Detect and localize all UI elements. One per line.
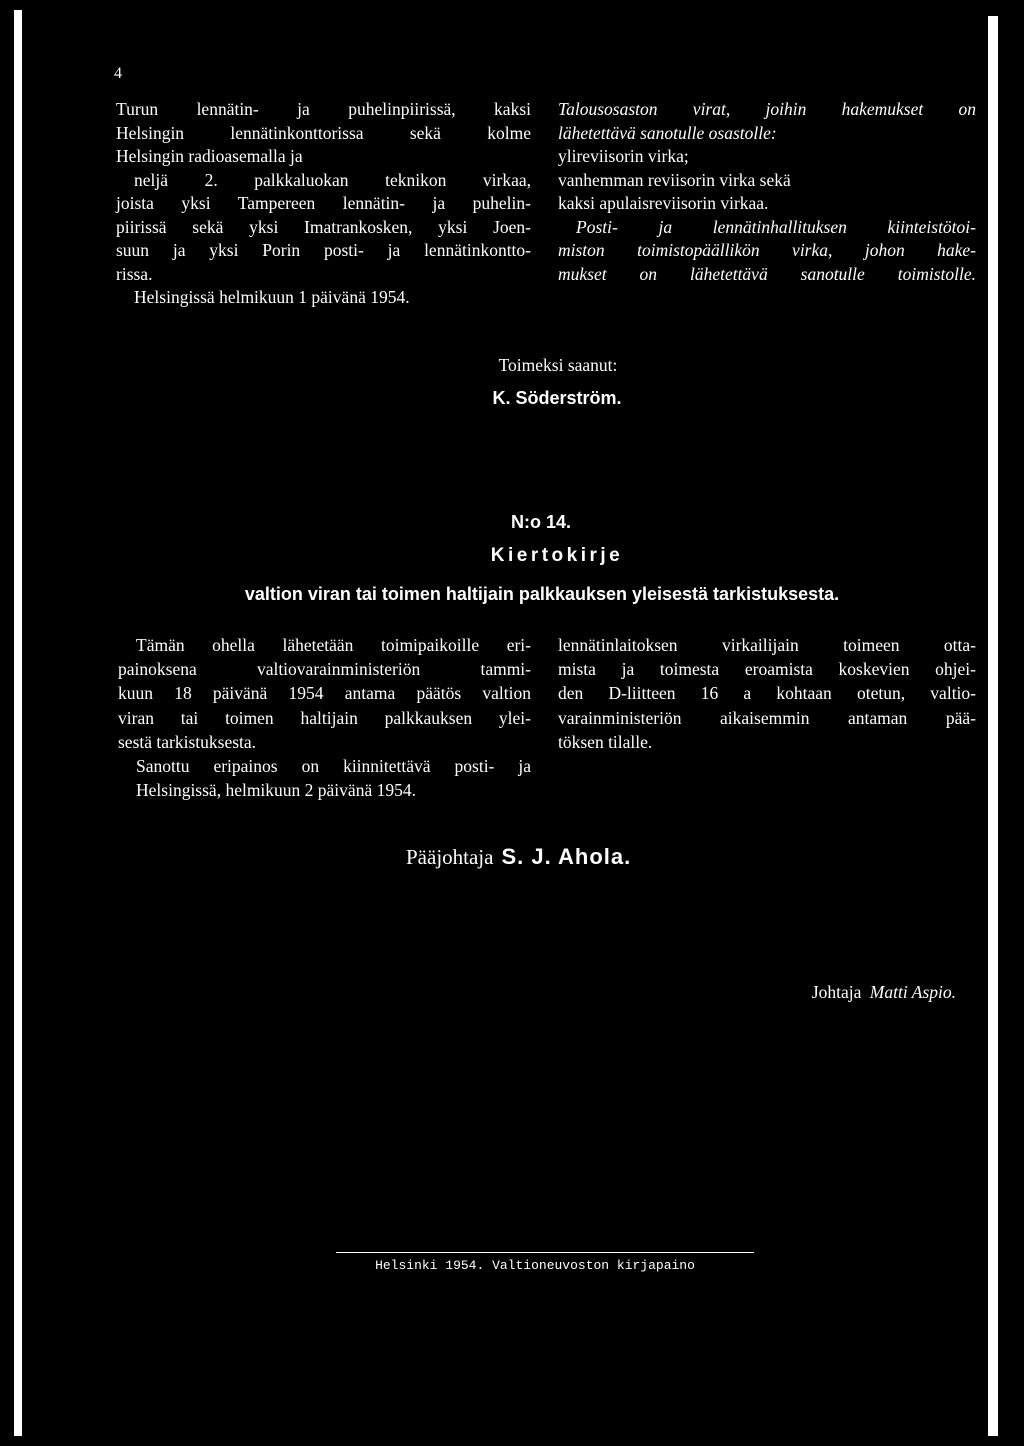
text-line: Tämän ohella lähetetään toimipaikoille eri-: [136, 635, 531, 655]
section-intro-line: Talousosaston virat, joihin hakemukset on: [558, 99, 976, 119]
text-line: piirissä sekä yksi Imatrankosken, yksi Joen-: [116, 216, 531, 237]
circular-title: Kiertokirje: [490, 545, 624, 566]
second-signature: [812, 980, 956, 1004]
text-line: joista yksi Tampereen lennätin- ja puhelin-: [116, 193, 531, 213]
text-line: mista ja toimesta eroamista koskevien ohjei-: [558, 659, 976, 680]
imprint-rule: [336, 1252, 754, 1253]
text-line: kuun 18 päivänä 1954 antama päätös valtion: [118, 683, 531, 704]
bottom-left-column: [118, 633, 531, 802]
date-line: Helsingissä helmikuun 1 päivänä 1954.: [134, 287, 410, 307]
bottom-right-column: [558, 633, 976, 754]
section-intro-line: lähetettävä sanotulle osastolle:: [558, 122, 777, 143]
signature-title: Pääjohtaja: [406, 845, 494, 869]
top-left-column: [116, 98, 531, 310]
text-line: suun ja yksi Porin posti- ja lennätinkontto-: [116, 240, 531, 260]
circular-number: N:o 14.: [510, 512, 571, 532]
position-item: vanhemman reviisorin virka sekä: [558, 169, 791, 190]
text-line: Helsingin lennätinkonttorissa sekä kolme: [116, 122, 531, 143]
text-line: Helsingin radioasemalla ja: [116, 146, 303, 166]
position-item: ylireviisorin virka;: [558, 146, 689, 166]
section-intro-line: Posti- ja lennätinhallituksen kiinteistötoi-: [576, 216, 976, 237]
issued-by-label: Toimeksi saanut:: [498, 355, 618, 375]
page-number: 4: [114, 65, 122, 82]
section-intro-line: mukset on lähetettävä sanotulle toimistolle.: [558, 263, 976, 284]
text-line: sestä tarkistuksesta.: [118, 731, 257, 752]
text-line: den D-liitteen 16 a kohtaan otetun, valtio-: [558, 683, 976, 704]
text-line: Sanottu eripainos on kiinnitettävä posti- ja: [136, 756, 531, 777]
main-signature: [406, 842, 631, 872]
section-intro-line: miston toimistopäällikön virka, johon hake-: [558, 240, 976, 260]
scan-border-right: [988, 16, 998, 1436]
signature-name: Matti Aspio.: [869, 982, 956, 1002]
scan-border-left: [14, 10, 22, 1436]
text-line: lennätinlaitoksen virkailijain toimeen otta-: [558, 635, 976, 655]
signature-title: Johtaja: [811, 982, 862, 1002]
text-line: neljä 2. palkkaluokan teknikon virkaa,: [134, 169, 531, 190]
top-right-column: [558, 98, 976, 286]
circular-subtitle: valtion viran tai toimen haltijain palkkauksen yleisestä tarkistuksesta.: [244, 584, 840, 604]
text-line: painoksena valtiovarainministeriön tammi-: [118, 659, 531, 680]
date-line: Helsingissä, helmikuun 2 päivänä 1954.: [136, 780, 416, 801]
text-line: töksen tilalle.: [558, 731, 653, 752]
text-line: Turun lennätin- ja puhelinpiirissä, kaksi: [116, 99, 531, 119]
position-item: kaksi apulaisreviisorin virkaa.: [558, 193, 769, 213]
signature-name: S. J. Ahola.: [501, 844, 632, 869]
printer-imprint: Helsinki 1954. Valtioneuvoston kirjapaino: [375, 1258, 695, 1273]
text-line: rissa.: [116, 263, 153, 284]
text-line: viran tai toimen haltijain palkkauksen ylei-: [118, 707, 531, 728]
issued-by-name: K. Söderström.: [492, 388, 622, 408]
text-line: varainministeriön aikaisemmin antaman pää-: [558, 707, 976, 728]
